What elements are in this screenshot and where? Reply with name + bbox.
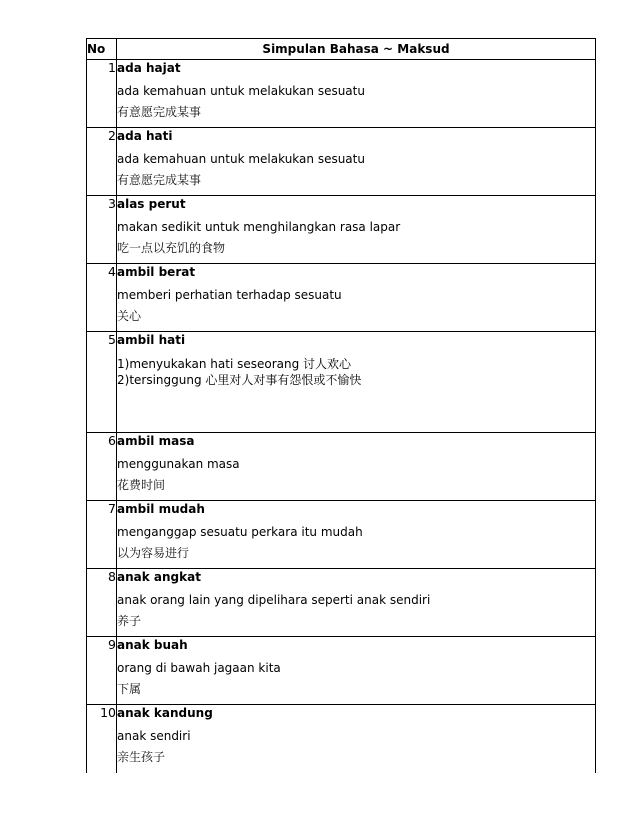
row-content: [117, 705, 596, 773]
row-content: [117, 332, 596, 433]
meaning: ada kemahuan untuk melakukan sesuatu: [117, 152, 365, 166]
table-row: [87, 433, 596, 501]
table-row: [87, 705, 596, 773]
phrase: ambil masa: [117, 434, 195, 448]
chinese-meaning: 花费时间: [117, 478, 166, 492]
phrase: ambil hati: [117, 333, 186, 347]
phrase: anak kandung: [117, 706, 213, 720]
meaning: anak sendiri: [117, 729, 191, 743]
row-number: 10: [87, 705, 117, 773]
chinese-meaning: 吃一点以充饥的食物: [117, 241, 226, 255]
row-content: [117, 501, 596, 569]
table-row: [87, 569, 596, 637]
table-row: [87, 501, 596, 569]
row-number: 8: [87, 569, 117, 637]
table-row: [87, 60, 596, 128]
chinese-meaning: 亲生孩子: [117, 750, 166, 764]
phrase: ada hati: [117, 129, 173, 143]
row-content: [117, 128, 596, 196]
row-content: [117, 196, 596, 264]
meaning: menganggap sesuatu perkara itu mudah: [117, 525, 363, 539]
row-number: 7: [87, 501, 117, 569]
table-row: [87, 637, 596, 705]
meaning: makan sedikit untuk menghilangkan rasa lapar: [117, 220, 401, 234]
row-content: [117, 60, 596, 128]
chinese-meaning: 以为容易进行: [117, 546, 190, 560]
row-content: [117, 637, 596, 705]
phrase: ambil mudah: [117, 502, 205, 516]
row-number: 1: [87, 60, 117, 128]
chinese-meaning: 有意愿完成某事: [117, 173, 202, 187]
row-number: 9: [87, 637, 117, 705]
chinese-meaning: 有意愿完成某事: [117, 105, 202, 119]
meaning: memberi perhatian terhadap sesuatu: [117, 288, 342, 302]
chinese-meaning: 养子: [117, 614, 142, 628]
chinese-meaning: 下属: [117, 682, 142, 696]
table-row: [87, 128, 596, 196]
chinese-meaning: 关心: [117, 309, 142, 323]
row-content: [117, 433, 596, 501]
table-row: [87, 332, 596, 433]
phrase: ambil berat: [117, 265, 196, 279]
row-number: 5: [87, 332, 117, 433]
meaning-line-1: 1)menyukakan hati seseorang 讨人欢心: [117, 357, 352, 371]
header-title: Simpulan Bahasa ~ Maksud: [117, 39, 596, 60]
row-number: 6: [87, 433, 117, 501]
row-number: 2: [87, 128, 117, 196]
phrase: anak angkat: [117, 570, 201, 584]
meaning: menggunakan masa: [117, 457, 240, 471]
meaning: ada kemahuan untuk melakukan sesuatu: [117, 84, 365, 98]
idiom-table: [86, 38, 596, 773]
row-content: [117, 264, 596, 332]
row-number: 4: [87, 264, 117, 332]
table-row: [87, 196, 596, 264]
meaning-line-2: 2)tersinggung 心里对人对事有怨恨或不愉快: [117, 373, 362, 387]
meaning: anak orang lain yang dipelihara seperti anak sendiri: [117, 593, 431, 607]
row-content: [117, 569, 596, 637]
meaning: orang di bawah jagaan kita: [117, 661, 281, 675]
phrase: anak buah: [117, 638, 188, 652]
phrase: ada hajat: [117, 61, 181, 75]
row-number: 3: [87, 196, 117, 264]
table-header-row: [87, 39, 596, 60]
phrase: alas perut: [117, 197, 186, 211]
header-no: No: [87, 39, 117, 60]
table-row: [87, 264, 596, 332]
